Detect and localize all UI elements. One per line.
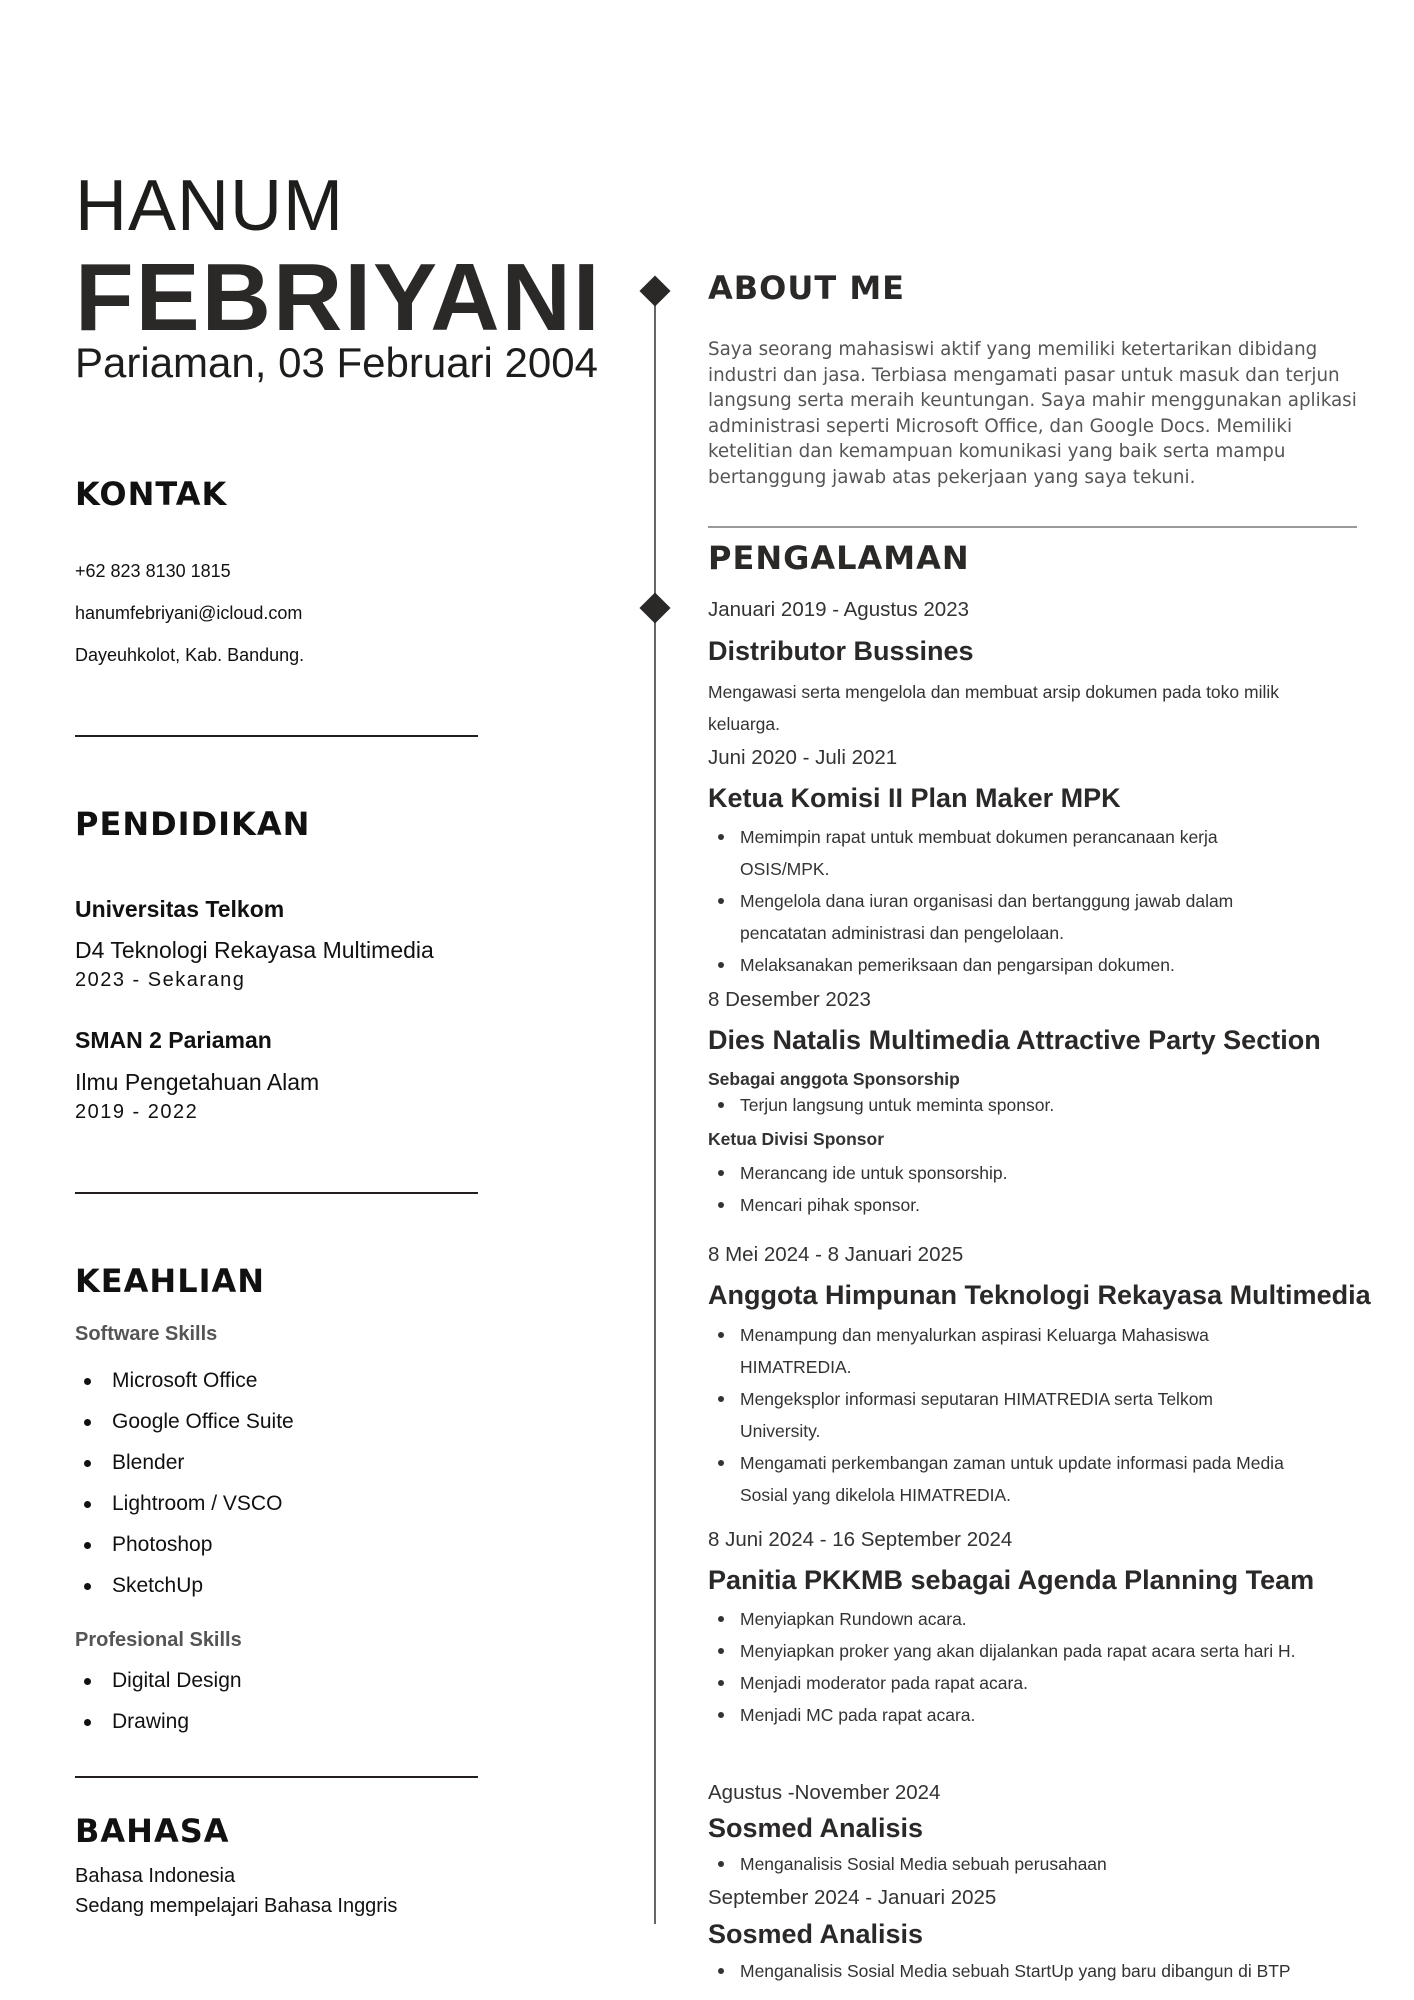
skill-item: Blender [75,1452,294,1493]
job-bullets [708,1848,1348,1880]
divider [75,735,478,737]
divider [708,526,1357,528]
job-subheading: Sebagai anggota Sponsorship [708,1069,960,1089]
job-description: Mengawasi serta mengelola dan membuat arsip dokumen pada toko milik keluarga. [708,682,1279,734]
job-date: 8 Mei 2024 - 8 Januari 2025 [708,1243,964,1266]
bullet-item: Merancang ide untuk sponsorship. [708,1157,1298,1189]
skill-item: Google Office Suite [75,1411,294,1452]
bullet-item: Memimpin rapat untuk membuat dokumen perancanaan kerja OSIS/MPK. [708,821,1298,885]
professional-skills-heading: Profesional Skills [75,1629,242,1651]
bullet-item: Melaksanakan pemeriksaan dan pengarsipan dokumen. [708,949,1298,981]
education-major: Ilmu Pengetahuan Alam [75,1069,320,1095]
bullet-item: Menjadi MC pada rapat acara. [708,1699,1298,1731]
bullet-item: Menampung dan menyalurkan aspirasi Keluarga Mahasiswa HIMATREDIA. [708,1319,1298,1383]
job-bullets [708,1319,1298,1511]
about-text: Saya seorang mahasiswi aktif yang memiliki ketertarikan dibidang industri dan jasa. Terbiasa mengamati pasar untuk masuk dan terjun langsung serta meraih keuntungan. Saya mahir menggunakan aplikasi administrasi seperti Microsoft Office, dan Google Docs. Memiliki ketelitian dan kemampuan komunikasi yang baik serta mampu bertanggung jawab atas pekerjaan yang saya tekuni. [708,339,1357,488]
job-date: 8 Desember 2023 [708,988,871,1011]
education-years: 2023 - Sekarang [75,969,246,991]
job-subheading: Ketua Divisi Sponsor [708,1129,885,1149]
job-date: September 2024 - Januari 2025 [708,1886,997,1909]
job-title: Anggota Himpunan Teknologi Rekayasa Multimedia [708,1280,1371,1310]
bullet-item: Menganalisis Sosial Media sebuah perusahaan [708,1848,1348,1880]
education-major: D4 Teknologi Rekayasa Multimedia [75,937,434,963]
job-title: Panitia PKKMB sebagai Agenda Planning Team [708,1565,1315,1595]
timeline-marker [639,275,670,306]
contact-email: hanumfebriyani@icloud.com [75,603,303,623]
education-title: PENDIDIKAN [75,805,311,843]
job-date: 8 Juni 2024 - 16 September 2024 [708,1528,1013,1551]
bullet-item: Menjadi moderator pada rapat acara. [708,1667,1298,1699]
birth-info: Pariaman, 03 Februari 2004 [75,339,598,386]
skill-item: Photoshop [75,1534,294,1575]
job-title: Sosmed Analisis [708,1813,924,1843]
job-bullets [708,821,1298,981]
skill-item: SketchUp [75,1575,294,1616]
divider [75,1192,478,1194]
about-title: ABOUT ME [708,269,906,307]
skill-item: Digital Design [75,1670,242,1711]
job-title: Dies Natalis Multimedia Attractive Party Section [708,1025,1321,1055]
bullet-item: Mengelola dana iuran organisasi dan bertanggung jawab dalam pencatatan administrasi dan pengelolaan. [708,885,1298,949]
skill-item: Lightroom / VSCO [75,1493,294,1534]
skills-title: KEAHLIAN [75,1262,266,1300]
language-item: Bahasa Indonesia [75,1865,236,1887]
job-date: Juni 2020 - Juli 2021 [708,746,898,769]
timeline-line [654,292,656,1924]
software-skills-heading: Software Skills [75,1323,218,1345]
professional-skills-list [75,1670,242,1752]
language-item: Sedang mempelajari Bahasa Inggris [75,1895,398,1917]
education-years: 2019 - 2022 [75,1101,199,1123]
job-title: Ketua Komisi II Plan Maker MPK [708,783,1121,813]
bullet-item: Menyiapkan Rundown acara. [708,1603,1298,1635]
contact-address: Dayeuhkolot, Kab. Bandung. [75,645,305,665]
contact-title: KONTAK [75,475,228,513]
job-title: Distributor Bussines [708,636,974,666]
job-bullets [708,1955,1388,1987]
experience-title: PENGALAMAN [708,539,970,577]
job-bullets [708,1089,1298,1121]
job-bullets [708,1603,1298,1731]
contact-phone: +62 823 8130 1815 [75,561,231,581]
job-date: Januari 2019 - Agustus 2023 [708,598,969,621]
skill-item: Drawing [75,1711,242,1752]
language-title: BAHASA [75,1812,230,1850]
job-date: Agustus -November 2024 [708,1781,941,1804]
timeline-marker [639,592,670,623]
divider [75,1776,478,1778]
first-name: HANUM [75,166,344,246]
bullet-item: Mengeksplor informasi seputaran HIMATREDIA serta Telkom University. [708,1383,1298,1447]
education-school: Universitas Telkom [75,896,285,922]
bullet-item: Menganalisis Sosial Media sebuah StartUp yang baru dibangun di BTP [708,1955,1388,1987]
bullet-item: Mengamati perkembangan zaman untuk update informasi pada Media Sosial yang dikelola HIMATREDIA. [708,1447,1298,1511]
skill-item: Microsoft Office [75,1370,294,1411]
education-school: SMAN 2 Pariaman [75,1027,272,1053]
job-title: Sosmed Analisis [708,1919,924,1949]
bullet-item: Terjun langsung untuk meminta sponsor. [708,1089,1298,1121]
bullet-item: Menyiapkan proker yang akan dijalankan pada rapat acara serta hari H. [708,1635,1298,1667]
last-name: FEBRIYANI [75,244,602,351]
job-bullets [708,1157,1298,1221]
software-skills-list [75,1370,294,1616]
bullet-item: Mencari pihak sponsor. [708,1189,1298,1221]
